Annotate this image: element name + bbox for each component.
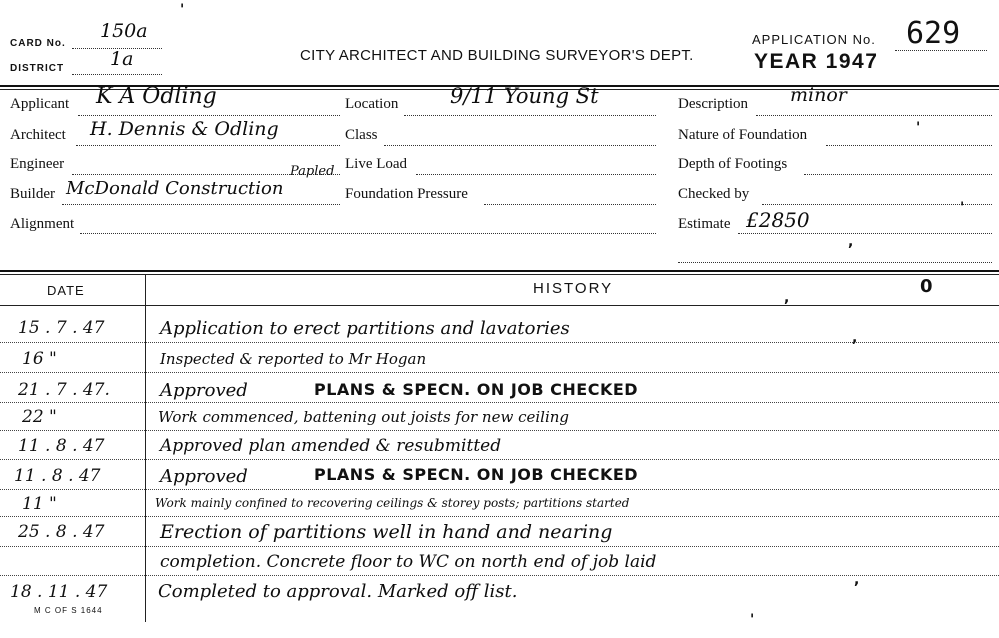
checked-by-label: Checked by [678,186,750,202]
card-no-value: 150a [100,20,148,42]
checked-line [762,204,992,205]
row-date: 16 " [22,349,57,369]
row-rule [0,546,999,547]
row-history: Approved plan amended & resubmitted [160,436,502,456]
ink-tick-mark: ' [750,612,755,628]
district-line [72,74,162,75]
builder-note: Papled [290,164,335,179]
ink-tick-mark: , [852,330,858,346]
row-date: 25 . 8 . 47 [18,522,105,542]
row-rule [0,516,999,517]
ink-tick-mark: ' [960,200,965,216]
estimate-line [738,233,992,234]
table-row [0,349,999,378]
applicant-value: K A Odling [96,84,217,109]
nature-line [826,145,992,146]
row-rule [0,430,999,431]
plans-checked-stamp: PLANS & SPECN. ON JOB CHECKED [314,465,639,484]
live-load-line [416,174,656,175]
row-rule [0,372,999,373]
card-no-label: CARD No. [10,38,66,49]
row-history: Inspected & reported to Mr Hogan [160,350,427,368]
builder-value: McDonald Construction [66,178,284,199]
ink-tick-mark: , [848,234,854,250]
table-row [0,318,999,349]
application-label: APPLICATION No. [752,32,876,47]
row-history: completion. Concrete floor to WC on north end of job laid [160,552,657,572]
location-label: Location [345,96,399,112]
row-history: Approved [160,466,248,487]
architect-line [76,145,340,146]
class-label: Class [345,127,378,143]
live-load-label: Live Load [345,156,408,172]
table-row [0,436,999,465]
alignment-label: Alignment [10,216,75,232]
district-value: 1a [110,48,134,70]
row-history: Work mainly confined to recovering ceilings & storey posts; partitions started [155,496,630,510]
row-date: 11 . 8 . 47 [18,436,105,456]
application-number: 629 [906,16,961,51]
ink-tick-mark: , [854,572,860,588]
nature-of-foundation-label: Nature of Foundation [678,127,808,143]
table-top-rule-thin [0,274,999,275]
district-label: DISTRICT [10,63,65,74]
row-history: Work commenced, battening out joists for new ceiling [158,408,570,426]
foundation-pressure-line [484,204,656,205]
architect-value: H. Dennis & Odling [90,118,279,140]
table-row [0,522,999,551]
year-label: YEAR 1947 [754,50,879,73]
row-date: 18 . 11 . 47 [10,582,108,602]
class-line [384,145,656,146]
applicant-line [78,115,340,116]
alignment-line [80,233,656,234]
description-value: minor [790,84,847,106]
header-row-rule [0,305,999,306]
engineer-label: Engineer [10,156,65,172]
location-value: 9/11 Young St [450,84,599,108]
blank-line-right [678,262,992,263]
table-row [0,551,999,580]
table-top-rule [0,270,999,272]
ink-tick-mark: , [784,290,790,306]
table-row [0,494,999,522]
estimate-label: Estimate [678,216,731,232]
table-row [0,378,999,407]
foundation-pressure-label: Foundation Pressure [345,186,468,202]
table-row [0,465,999,494]
row-date: 22 " [22,407,57,427]
row-date: 15 . 7 . 47 [18,318,105,338]
row-history: Erection of partitions well in hand and nearing [160,521,613,543]
row-history: Completed to approval. Marked off list. [158,581,518,602]
plans-checked-stamp: PLANS & SPECN. ON JOB CHECKED [314,380,639,399]
ink-tick-mark: 0 [920,276,933,297]
row-rule [0,342,999,343]
row-history: Approved [160,380,248,401]
row-rule [0,459,999,460]
architect-label: Architect [10,127,66,143]
location-line [404,115,656,116]
applicant-label: Applicant [10,96,70,112]
row-rule [0,402,999,403]
description-label: Description [678,96,748,112]
ink-tick-mark: ' [180,2,185,18]
depth-line [804,174,992,175]
estimate-value: £2850 [746,208,810,232]
depth-of-footings-label: Depth of Footings [678,156,788,172]
table-row [0,582,999,611]
row-date: 21 . 7 . 47. [18,380,110,400]
row-rule [0,575,999,576]
description-line [756,115,992,116]
form-code: M C OF S 1644 [34,606,103,615]
row-rule [0,489,999,490]
row-history: Application to erect partitions and lavatories [160,318,570,339]
dept-title: CITY ARCHITECT AND BUILDING SURVEYOR'S DEPT. [300,47,694,64]
builder-line [62,204,340,205]
ink-tick-mark: ' [916,120,921,136]
date-header: DATE [47,283,85,298]
row-date: 11 . 8 . 47 [14,466,101,486]
history-header: HISTORY [533,280,614,297]
table-row [0,407,999,436]
builder-label: Builder [10,186,55,202]
row-date: 11 " [22,494,57,514]
application-line [895,50,987,51]
